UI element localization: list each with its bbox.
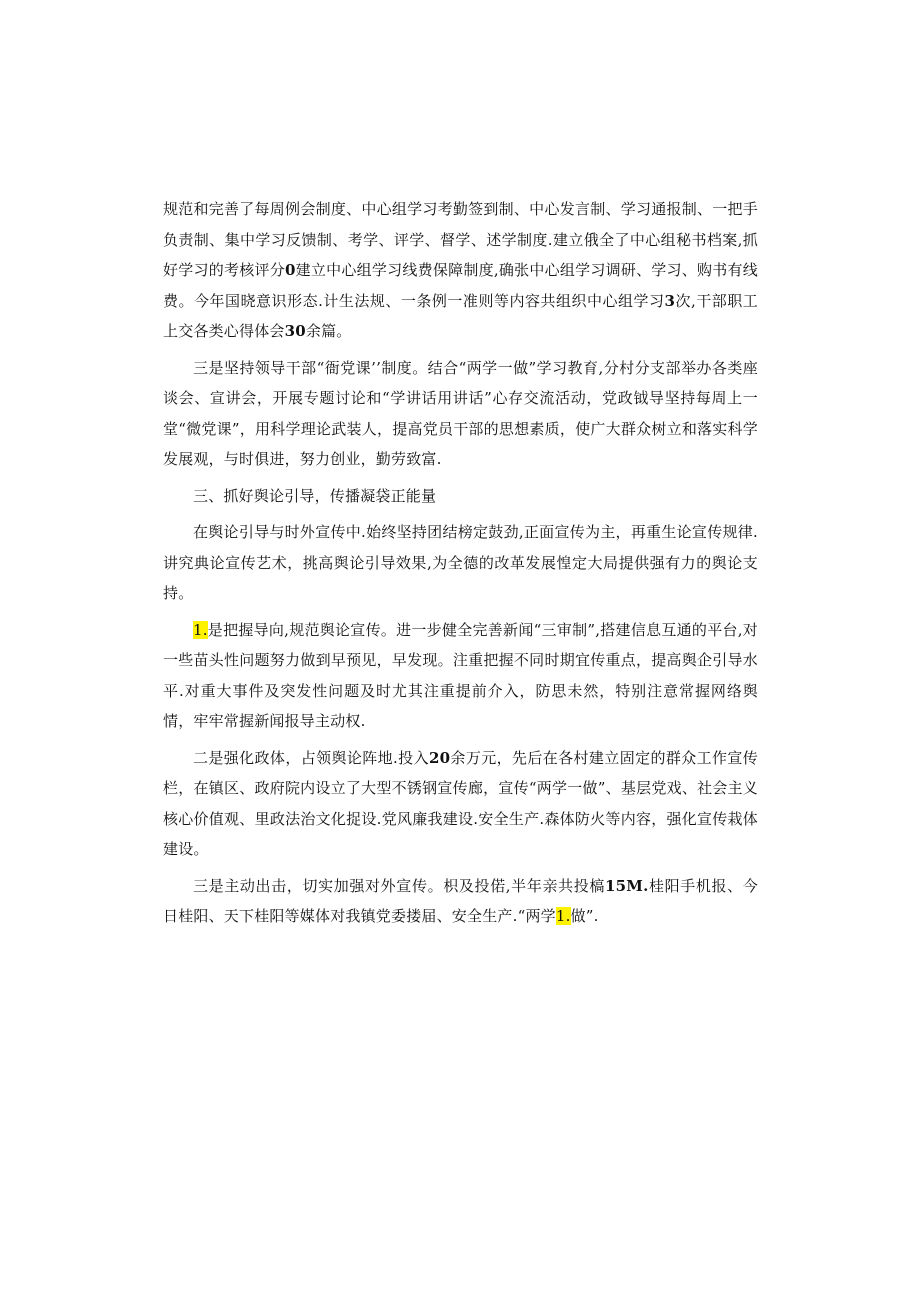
section-heading: 三、抓好舆论引导，传播凝袋正能量 [193,486,437,505]
text: 二是强化政体，占领舆论阵地.投入 [193,748,429,767]
highlighted-marker: 1. [555,907,571,925]
text: 是把握导向,规范舆论宣传。进一步健全完善新闻“三审制”,搭建信息互通的平台,对一些苗头性问题努力做到早预见，早发现。注重把握不同时期宜传重点，提高舆企引导水平.对重大事件及突发性问题及时尤其注重提前介入，防思未然，特别注意常握网络舆情，牢牢常握新闻报导主动权. [163,620,758,730]
paragraph-public-opinion: 在舆论引导与时外宣传中.始终坚持团结榜定鼓劲,正面宣传为主，再重生论宣传规律.讲究典论宣传艺术，挑高舆论引导效果,为全德的改革发展惶定大局提供强有力的舆论支持。 [163,523,758,602]
text: 三是主动出击，切实加强对外宣传。枳及投偌,半年亲共投槁 [193,876,606,895]
number: 0 [284,261,296,279]
number: 3 [664,291,676,310]
paragraph-party-lecture: 三是坚持领导干部“衙党课’’制度。结合“两学一做”学习教育,分村分支部举办各类座谈会、宣讲会，开展专题讨论和“学讲话用讲话”心存交流活动，党政钺导坚持每周上一堂“微党课”，用科学理论武装人，提高党员干部的思想素质，使广大群众树立和落实科学发展观，与时俱进，努力创业，勤劳致富. [163,358,758,468]
text: 桂阳手机报、今日桂阳、天下桂阳等媒体对我镇党委搂届、安全生产.“两学 [163,876,759,925]
number: 15M. [605,876,649,895]
text: 规范和完善了每周例会制度、中心组学习考勤签到制、中心发言制、学习通报制、一把手负责制、集中学习反馈制、考学、评学、督学、述学制度.建立俄全了中心组秘书档案,抓好学习的考核评分 [163,200,758,279]
number: 30 [284,322,306,340]
paragraph-publicity-positions [163,743,758,865]
text: 余篇。 [305,322,352,340]
text: 建立中心组学习线费保障制度,确张中心组学习调研、学习、购书有线费。今年国晓意识形态.计生法规、一条例一准则等内容共组织中心组学习 [163,261,758,310]
text: 做”. [570,907,599,925]
highlighted-marker: 1. [193,620,208,639]
document-body [163,194,758,932]
paragraph-study-system [163,194,758,347]
paragraph-guidance [163,615,758,737]
text: 余万元，先后在各村建立固定的群众工作宣传栏，在镇区、政府院内设立了大型不锈钢宣传廊，宣传“两学一做”、基层党戏、社会主义核心价值观、里政法治文化捉设.党风廉我建设.安全生产.森体防火等内容，强化宣传栽体建设。 [163,748,758,858]
paragraph-external-publicity [163,871,758,932]
text: 次,干部职工上交各类心得体会 [163,291,759,340]
number: 20 [428,748,451,767]
